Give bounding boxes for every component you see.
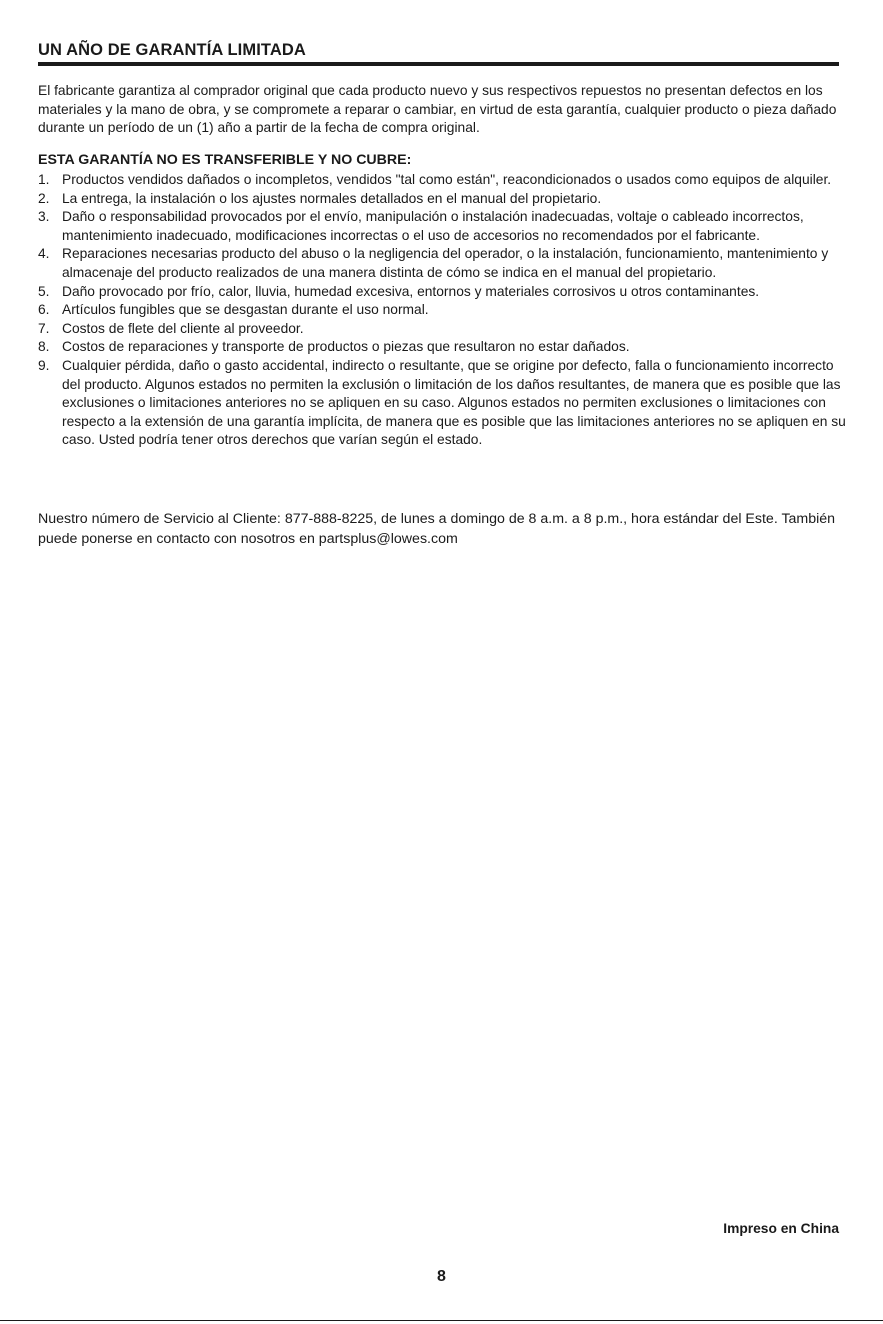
exclusion-item — [38, 301, 846, 320]
exclusion-number: 2. — [38, 190, 50, 206]
exclusion-item — [38, 190, 846, 209]
exclusion-number: 6. — [38, 302, 50, 318]
exclusion-text: Daño o responsabilidad provocados por el envío, manipulación o instalación inadecuadas, voltaje o cableado incorrectos, mantenimiento inadecuado, modificaciones incorrectas o el uso de accesorios no recomendados por el fabricante. — [62, 209, 804, 243]
printed-in-label: Impreso en China — [723, 1221, 839, 1236]
exclusion-item — [38, 171, 846, 190]
exclusion-text: Artículos fungibles que se desgastan durante el uso normal. — [62, 302, 429, 318]
exclusion-text: Reparaciones necesarias producto del abuso o la negligencia del operador, o la instalación, funcionamiento, mantenimiento y almacenaje del producto realizados de una manera distinta de cómo se indica en el manual del propietario. — [62, 246, 829, 280]
exclusion-item — [38, 338, 846, 357]
exclusion-number: 5. — [38, 283, 50, 299]
exclusions-list — [38, 171, 846, 450]
exclusion-text: Cualquier pérdida, daño o gasto accidental, indirecto o resultante, que se origine por defecto, falla o funcionamiento incorrecto del producto. Algunos estados no permiten la exclusión o limitación de los daños resultantes, de manera que es posible que las exclusiones o limitaciones anteriores no se apliquen en su caso. Algunos estados no permiten exclusiones o limitaciones con respecto a la extensión de una garantía implícita, de manera que es posible que las limitaciones anteriores no se apliquen en su caso. Usted podría tener otros derechos que varían según el estado. — [62, 357, 846, 448]
exclusion-number: 9. — [38, 357, 50, 373]
exclusion-number: 3. — [38, 209, 50, 225]
page-number: 8 — [437, 1268, 446, 1285]
exclusions-heading: ESTA GARANTÍA NO ES TRANSFERIBLE Y NO CUBRE: — [38, 152, 412, 168]
exclusion-number: 7. — [38, 320, 50, 336]
exclusion-number: 8. — [38, 339, 50, 355]
warranty-intro-paragraph: El fabricante garantiza al comprador original que cada producto nuevo y sus respectivos repuestos no presentan defectos en los materiales y la mano de obra, y se compromete a reparar o cambiar, en virtud de esta garantía, cualquier producto o pieza dañado durante un período de un (1) año a partir de la fecha de compra original. — [38, 83, 837, 136]
exclusion-text: Costos de flete del cliente al proveedor. — [62, 320, 304, 336]
exclusion-text: Costos de reparaciones y transporte de productos o piezas que resultaron no estar dañados. — [62, 339, 630, 355]
exclusion-text: La entrega, la instalación o los ajustes normales detallados en el manual del propietario. — [62, 190, 602, 206]
customer-service-contact: Nuestro número de Servicio al Cliente: 877-888-8225, de lunes a domingo de 8 a.m. a 8 p.m., hora estándar del Este. También puede ponerse en contacto con nosotros en partsplus@lowes.com — [38, 511, 836, 547]
exclusion-item — [38, 357, 846, 450]
warranty-title: UN AÑO DE GARANTÍA LIMITADA — [38, 41, 306, 59]
exclusion-item — [38, 320, 846, 339]
exclusion-text: Daño provocado por frío, calor, lluvia, humedad excesiva, entornos y materiales corrosivos u otros contaminantes. — [62, 283, 760, 299]
exclusion-item — [38, 283, 846, 302]
exclusion-number: 1. — [38, 172, 50, 187]
title-underline-rule — [38, 62, 839, 66]
exclusion-text: Productos vendidos dañados o incompletos, vendidos "tal como están", reacondicionados o usados como equipos de alquiler. — [62, 172, 832, 187]
exclusion-item — [38, 245, 846, 282]
exclusion-number: 4. — [38, 246, 50, 262]
exclusion-item — [38, 208, 846, 245]
page-bottom-rule — [0, 1320, 883, 1321]
